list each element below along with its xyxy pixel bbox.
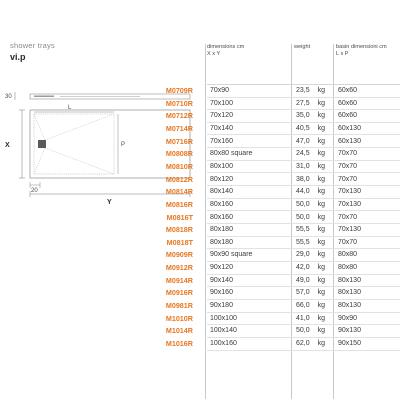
dimensions-cell: 80x140	[210, 188, 233, 196]
weight-cell	[296, 174, 325, 186]
basin-cell: 80x130	[338, 276, 361, 284]
column-header-basin-label: basin dimensioni cm	[336, 44, 387, 50]
x-label: X	[5, 142, 10, 149]
table-row	[0, 224, 400, 236]
product-code: M0710R	[165, 98, 193, 108]
dimensions-cell: 70x100	[210, 99, 233, 107]
weight-cell	[296, 249, 325, 261]
weight-cell	[296, 161, 325, 173]
weight-unit: kg	[317, 264, 326, 272]
weight-value: 66,0	[296, 302, 310, 310]
row-divider	[207, 350, 400, 351]
weight-value: 57,0	[296, 289, 310, 297]
product-code: M0816T	[166, 212, 193, 222]
dimensions-cell: 90x120	[210, 264, 233, 272]
table-row	[0, 212, 400, 224]
table-row	[0, 174, 400, 186]
weight-unit: kg	[317, 340, 326, 347]
weight-unit: kg	[317, 87, 326, 94]
weight-value: 23,5	[296, 87, 310, 94]
weight-value: 31,0	[296, 162, 310, 170]
table-row	[0, 275, 400, 287]
product-code: M0812R	[165, 174, 193, 184]
basin-cell: 60x60	[338, 99, 358, 107]
weight-value: 24,5	[296, 150, 310, 158]
product-code: M0814R	[165, 187, 193, 197]
column-header-basin-sub: L x P	[336, 51, 349, 57]
weight-cell	[296, 287, 325, 299]
weight-cell	[296, 338, 325, 350]
weight-unit: kg	[317, 124, 326, 132]
weight-cell	[296, 212, 325, 224]
weight-unit: kg	[317, 99, 326, 107]
weight-unit: kg	[317, 251, 326, 259]
weight-value: 55,5	[296, 238, 310, 246]
table-row	[0, 338, 400, 350]
table-row	[0, 287, 400, 299]
basin-cell: 90x130	[338, 327, 361, 335]
weight-cell	[296, 85, 325, 97]
basin-cell: 80x130	[338, 289, 361, 297]
weight-cell	[296, 224, 325, 236]
product-code: M0808R	[165, 149, 193, 159]
dimensions-cell: 90x90 square	[210, 251, 253, 259]
basin-cell: 60x130	[338, 137, 361, 145]
weight-value: 40,5	[296, 124, 310, 132]
product-code: M0909R	[165, 250, 193, 260]
dimensions-cell: 70x90	[210, 87, 230, 94]
basin-cell: 60x60	[338, 87, 358, 94]
weight-unit: kg	[317, 226, 326, 234]
dimensions-cell: 80x80 square	[210, 150, 253, 158]
column-header-weight	[294, 44, 310, 51]
basin-cell: 80x130	[338, 302, 361, 310]
dimensions-cell: 90x160	[210, 289, 233, 297]
product-code: M0716R	[165, 136, 193, 146]
weight-cell	[296, 186, 325, 198]
product-code: M1010R	[165, 313, 193, 323]
table-row	[0, 237, 400, 249]
weight-unit: kg	[317, 162, 326, 170]
weight-value: 42,0	[296, 264, 310, 272]
weight-cell	[296, 325, 325, 337]
weight-cell	[296, 148, 325, 160]
basin-cell: 70x130	[338, 188, 361, 196]
basin-cell: 90x90	[338, 314, 358, 322]
weight-value: 44,0	[296, 188, 310, 196]
basin-cell: 60x130	[338, 124, 361, 132]
weight-unit: kg	[317, 112, 326, 120]
product-code: M0981R	[165, 301, 193, 311]
weight-cell	[296, 98, 325, 110]
product-code: M1016R	[165, 339, 193, 348]
dimensions-cell: 80x120	[210, 175, 233, 183]
product-code: M0709R	[165, 86, 193, 95]
weight-unit: kg	[317, 276, 326, 284]
product-code: M0914R	[165, 275, 193, 285]
weight-unit: kg	[317, 188, 326, 196]
basin-cell: 70x70	[338, 162, 358, 170]
weight-cell	[296, 199, 325, 211]
weight-value: 62,0	[296, 340, 310, 347]
weight-unit: kg	[317, 200, 326, 208]
table-row	[0, 123, 400, 135]
weight-unit: kg	[317, 238, 326, 246]
dimensions-cell: 100x140	[210, 327, 237, 335]
table-row	[0, 148, 400, 160]
weight-value: 50,0	[296, 213, 310, 221]
table-row	[0, 161, 400, 173]
thickness-label: 30	[5, 94, 12, 100]
weight-unit: kg	[317, 289, 326, 297]
basin-cell: 80x80	[338, 251, 358, 259]
basin-cell: 70x70	[338, 213, 358, 221]
dimensions-cell: 100x100	[210, 314, 237, 322]
table-row	[0, 199, 400, 211]
dimensions-cell: 80x160	[210, 213, 233, 221]
weight-unit: kg	[317, 175, 326, 183]
weight-cell	[296, 262, 325, 274]
dimensions-cell: 90x180	[210, 302, 233, 310]
basin-cell: 70x130	[338, 226, 361, 234]
column-header-dimensions-label: dimensions cm	[207, 44, 245, 50]
weight-value: 55,5	[296, 226, 310, 234]
table-row	[0, 249, 400, 261]
l-label: L	[68, 105, 72, 111]
product-code: M0818T	[166, 237, 193, 247]
product-code: M1014R	[165, 326, 193, 336]
weight-unit: kg	[317, 327, 326, 335]
product-code: M0912R	[165, 263, 193, 273]
product-code: M0916R	[165, 288, 193, 298]
weight-unit: kg	[317, 213, 326, 221]
basin-cell: 80x80	[338, 264, 358, 272]
weight-value: 29,0	[296, 251, 310, 259]
offset-label: 20	[31, 188, 38, 194]
table-row	[0, 300, 400, 312]
weight-unit: kg	[317, 137, 326, 145]
y-label: Y	[107, 199, 112, 206]
product-title: vi.p	[10, 52, 26, 62]
table-row	[0, 136, 400, 148]
dimensions-cell: 80x160	[210, 200, 233, 208]
dimensions-cell: 80x180	[210, 238, 233, 246]
weight-cell	[296, 237, 325, 249]
basin-cell: 70x70	[338, 238, 358, 246]
dimensions-cell: 80x100	[210, 162, 233, 170]
product-code: M0714R	[165, 123, 193, 133]
weight-value: 41,0	[296, 314, 310, 322]
product-code: M0712R	[165, 111, 193, 121]
weight-cell	[296, 136, 325, 148]
weight-value: 50,0	[296, 327, 310, 335]
weight-value: 50,0	[296, 200, 310, 208]
p-label: P	[121, 142, 126, 148]
table-row	[0, 98, 400, 110]
basin-cell: 60x60	[338, 112, 358, 120]
weight-cell	[296, 300, 325, 312]
weight-value: 38,0	[296, 175, 310, 183]
weight-unit: kg	[317, 314, 326, 322]
column-header-dimensions-sub: X x Y	[207, 51, 221, 57]
dimensions-cell: 90x140	[210, 276, 233, 284]
dimensions-cell: 70x140	[210, 124, 233, 132]
weight-cell	[296, 123, 325, 135]
basin-cell: 70x70	[338, 175, 358, 183]
weight-cell	[296, 110, 325, 122]
dimensions-cell: 80x180	[210, 226, 233, 234]
category-label: shower trays	[10, 41, 55, 50]
column-header-dimensions	[207, 44, 244, 58]
table-row	[0, 85, 400, 97]
dimensions-cell: 100x160	[210, 340, 237, 347]
table-row	[0, 186, 400, 198]
weight-value: 47,0	[296, 137, 310, 145]
product-code: M0818R	[165, 225, 193, 235]
basin-cell: 90x150	[338, 340, 361, 347]
weight-unit: kg	[317, 302, 326, 310]
column-header-basin	[336, 44, 387, 58]
product-code: M0810R	[165, 161, 193, 171]
column-header-weight-label: weight	[294, 44, 311, 50]
weight-cell	[296, 313, 325, 325]
weight-cell	[296, 275, 325, 287]
weight-value: 27,5	[296, 99, 310, 107]
table-row	[0, 262, 400, 274]
basin-cell: 70x70	[338, 150, 358, 158]
weight-unit: kg	[317, 150, 326, 158]
table-row	[0, 325, 400, 337]
table-row	[0, 313, 400, 325]
dimensions-cell: 70x160	[210, 137, 233, 145]
product-code: M0816R	[165, 199, 193, 209]
basin-cell: 70x130	[338, 200, 361, 208]
table-row	[0, 110, 400, 122]
weight-value: 35,0	[296, 112, 310, 120]
weight-value: 49,0	[296, 276, 310, 284]
dimensions-cell: 70x120	[210, 112, 233, 120]
